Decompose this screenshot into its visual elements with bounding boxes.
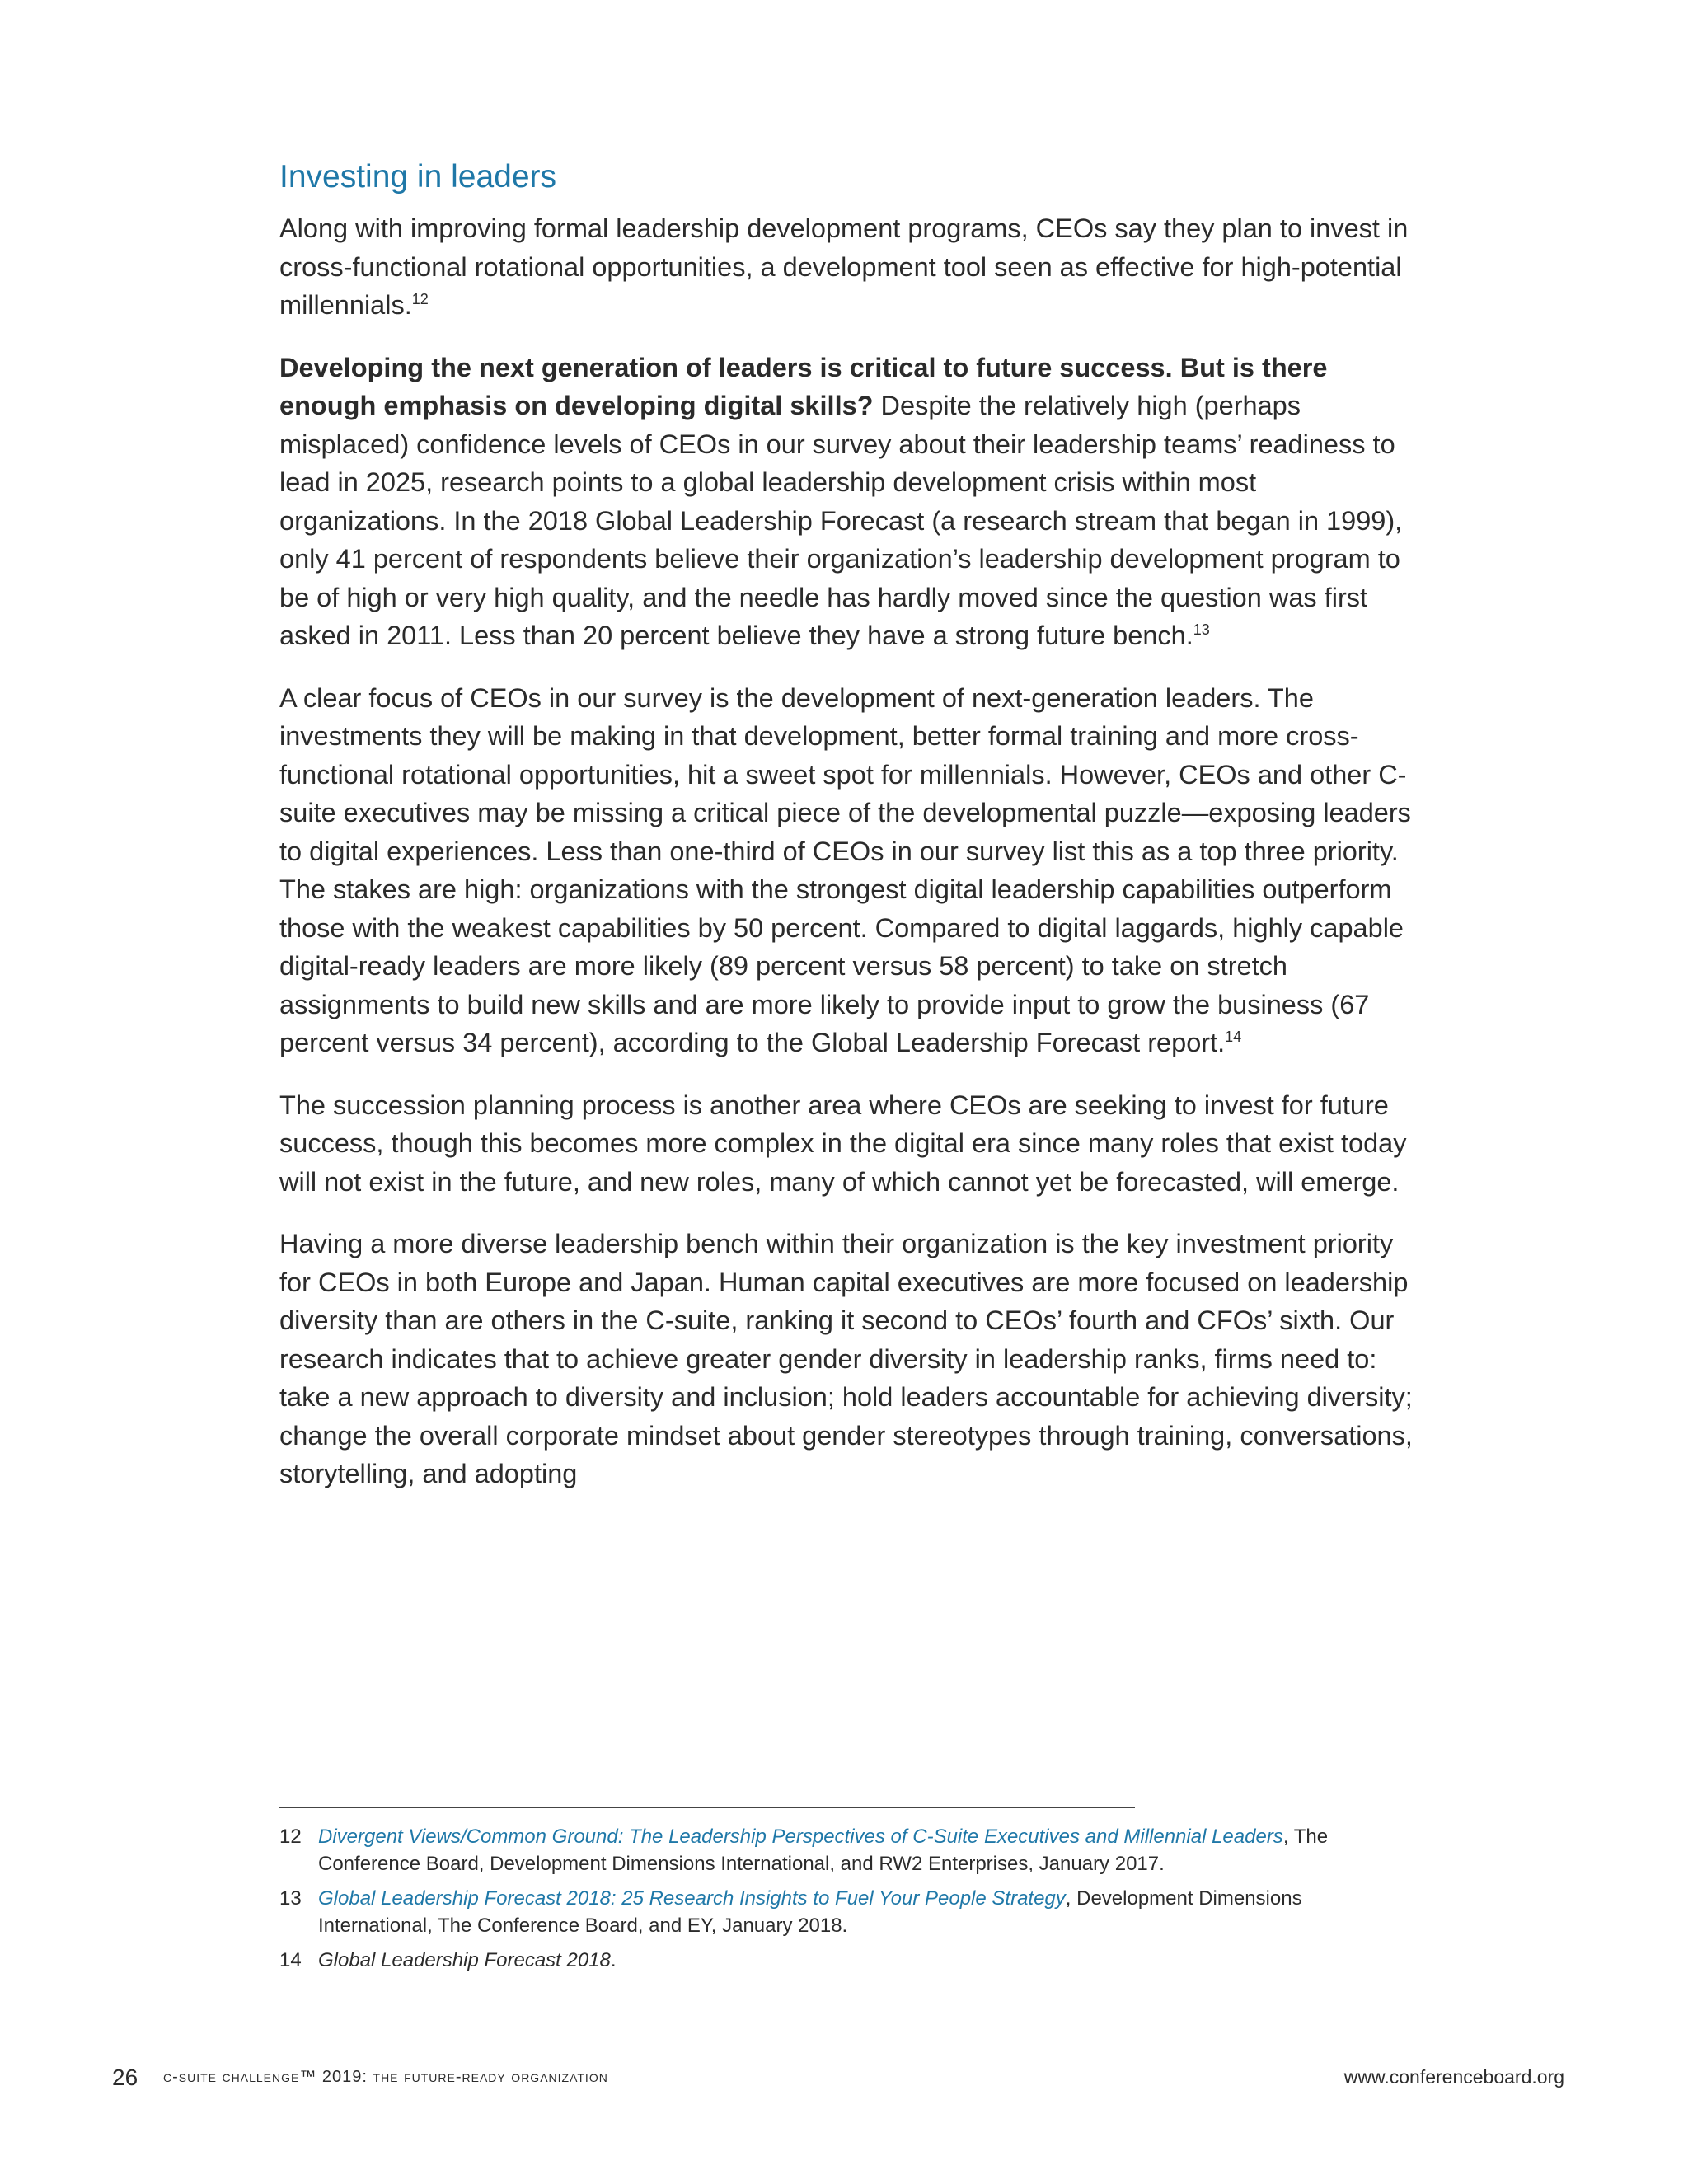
- footnote-14-title: Global Leadership Forecast 2018: [318, 1949, 611, 1971]
- footnote-13: [279, 1885, 1417, 1939]
- footnote-13-link[interactable]: Global Leadership Forecast 2018: 25 Research Insights to Fuel Your People Strategy: [318, 1887, 1066, 1910]
- footnote-number: 14: [279, 1949, 302, 1971]
- page-number: 26: [112, 2064, 138, 2090]
- footnote-12: [279, 1823, 1417, 1877]
- publication-title: c-suite challenge™ 2019: the future-ready organization: [163, 2068, 608, 2086]
- footnote-divider: [279, 1807, 1135, 1808]
- footnote-12-link[interactable]: Divergent Views/Common Ground: The Leadership Perspectives of C-Suite Executives and Millennial Leaders: [318, 1825, 1283, 1848]
- footnote-body: [318, 1885, 1417, 1939]
- footnote-body: [318, 1947, 1417, 1974]
- footnote-12-rest: , The Conference Board, Development Dimensions International, and RW2 Enterprises, January 2017.: [318, 1825, 1329, 1875]
- footnote-body: [318, 1823, 1417, 1877]
- paragraph-2-bold-question: But is there enough emphasis on developing digital skills?: [279, 352, 1328, 420]
- footnote-number: 12: [279, 1825, 302, 1848]
- paragraph-3-text: A clear focus of CEOs in our survey is the development of next-generation leaders. The investments they will be making in that development, better formal training and more cross-functional rotational opportunities, hit a sweet spot for millennials. However, CEOs and other C-suite executives may be missing a critical piece of the developmental puzzle—exposing leaders to digital experiences. Less than one-third of CEOs in our survey list this as a top three priority. The stakes are high: organizations with the strongest digital leadership capabilities outperform those with the weakest capabilities by 50 percent. Compared to digital laggards, highly capable digital-ready leaders are more likely (89 percent versus 58 percent) to take on stretch assignments to build new skills and are more likely to provide input to grow the business (67 percent versus 34 percent), according to the Global Leadership Forecast report.: [279, 682, 1411, 1057]
- section-title: Investing in leaders: [279, 159, 557, 194]
- website-link[interactable]: www.conferenceboard.org: [1343, 2066, 1564, 2088]
- main-content: [279, 157, 1413, 1517]
- footnotes: [279, 1823, 1417, 1981]
- paragraph-5-text: Having a more diverse leadership bench within their organization is the key investment priority for CEOs in both Europe and Japan. Human capital executives are more focused on leadership diversity than are others in the C-suite, ranking it second to CEOs’ fourth and CFOs’ sixth. Our research indicates that to achieve greater gender diversity in leadership ranks, firms need to: take a new approach to diversity and inclusion; hold leaders accountable for achieving diversity; change the overall corporate mindset about gender stereotypes through training, conversations, storytelling, and adopting: [279, 1229, 1413, 1488]
- footnote-14: [279, 1947, 1417, 1974]
- paragraph-4: [279, 1086, 1413, 1202]
- paragraph-1-text: Along with improving formal leadership development programs, CEOs say they plan to invest in cross-functional rotational opportunities, a development tool seen as effective for high-potential millennials.: [279, 213, 1409, 320]
- paragraph-2-bold-lead: Developing the next generation of leaders is critical to future success: [279, 352, 1165, 382]
- paragraph-4-text: The succession planning process is another area where CEOs are seeking to invest for future success, though this becomes more complex in the digital era since many roles that exist today will not exist in the future, and new roles, many of which cannot yet be forecasted, will emerge.: [279, 1090, 1407, 1197]
- paragraph-2: [279, 349, 1413, 655]
- paragraph-1: [279, 209, 1413, 325]
- paragraph-2-text: Despite the relatively high (perhaps misplaced) confidence levels of CEOs in our survey about their leadership teams’ readiness to lead in 2025, research points to a global leadership development crisis within most organizations. In the 2018 Global Leadership Forecast (a research stream that began in 1999), only 41 percent of respondents believe their organization’s leadership development program to be of high or very high quality, and the needle has hardly moved since the question was first asked in 2011. Less than 20 percent believe they have a strong future bench.: [279, 391, 1403, 650]
- paragraph-2-separator: .: [1165, 352, 1180, 382]
- footnote-ref-14[interactable]: 14: [1225, 1029, 1242, 1046]
- paragraph-5: [279, 1225, 1413, 1493]
- footnote-ref-12[interactable]: 12: [411, 291, 429, 308]
- footnote-ref-13[interactable]: 13: [1193, 621, 1210, 639]
- page-footer: [112, 2064, 1564, 2097]
- footnote-14-rest: .: [610, 1949, 617, 1971]
- paragraph-3: [279, 679, 1413, 1062]
- footnote-13-rest: , Development Dimensions International, The Conference Board, and EY, January 2018.: [318, 1887, 1302, 1937]
- footnote-number: 13: [279, 1887, 302, 1910]
